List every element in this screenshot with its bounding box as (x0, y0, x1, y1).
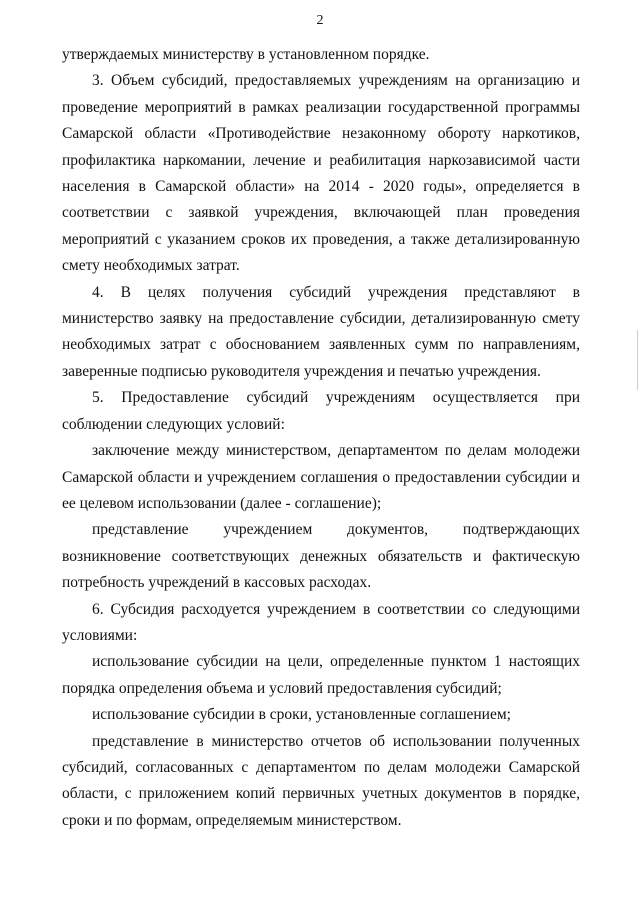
paragraph-item-3: 3. Объем субсидий, предоставляемых учреждениям на организацию и проведение мероприятий в рамках реализации государственной программы Самарской области «Противодействие незаконному обороту наркотиков, профилактика наркомании, лечение и реабилитация наркозависимой части населения в Самарской области» на 2014 - 2020 годы», определяется в соответствии с заявкой учреждения, включающей план проведения мероприятий с указанием сроков их проведения, а также детализированную смету необходимых затрат. (62, 72, 580, 275)
paragraph-item-6: 6. Субсидия расходуется учреждением в соответствии со следующими условиями: (62, 600, 580, 644)
scan-edge-mark (637, 330, 638, 390)
document-body (62, 42, 580, 834)
page-number: 2 (316, 13, 324, 28)
paragraph-continuation: утверждаемых министерству в установленном порядке. (62, 46, 430, 63)
paragraph-item-4: 4. В целях получения субсидий учреждения представляют в министерство заявку на предоставление субсидии, детализированную смету необходимых затрат с обоснованием заявленных сумм по направлениям, заверенные подписью руководителя учреждения и печатью учреждения. (62, 283, 580, 380)
paragraph-condition-agreement: заключение между министерством, департаментом по делам молодежи Самарской области и учреждением соглашения о предоставлении субсидии и ее целевом использовании (далее - соглашение); (62, 442, 580, 512)
paragraph-condition-documents: представление учреждением документов, подтверждающих возникновение соответствующих денежных обязательств и фактическую потребность учреждений в кассовых расходах. (62, 521, 580, 592)
paragraph-condition-reports: представление в министерство отчетов об использовании полученных субсидий, согласованных с департаментом по делам молодежи Самарской области, с приложением копий первичных учетных документов в порядке, сроки и по формам, определяемым министерством. (62, 732, 580, 829)
paragraph-condition-purpose: использование субсидии на цели, определенные пунктом 1 настоящих порядка определения объема и условий предоставления субсидий; (62, 653, 580, 697)
paragraph-item-5: 5. Предоставление субсидий учреждениям осуществляется при соблюдении следующих условий: (62, 389, 580, 433)
paragraph-condition-terms: использование субсидии в сроки, установленные соглашением; (92, 706, 511, 724)
